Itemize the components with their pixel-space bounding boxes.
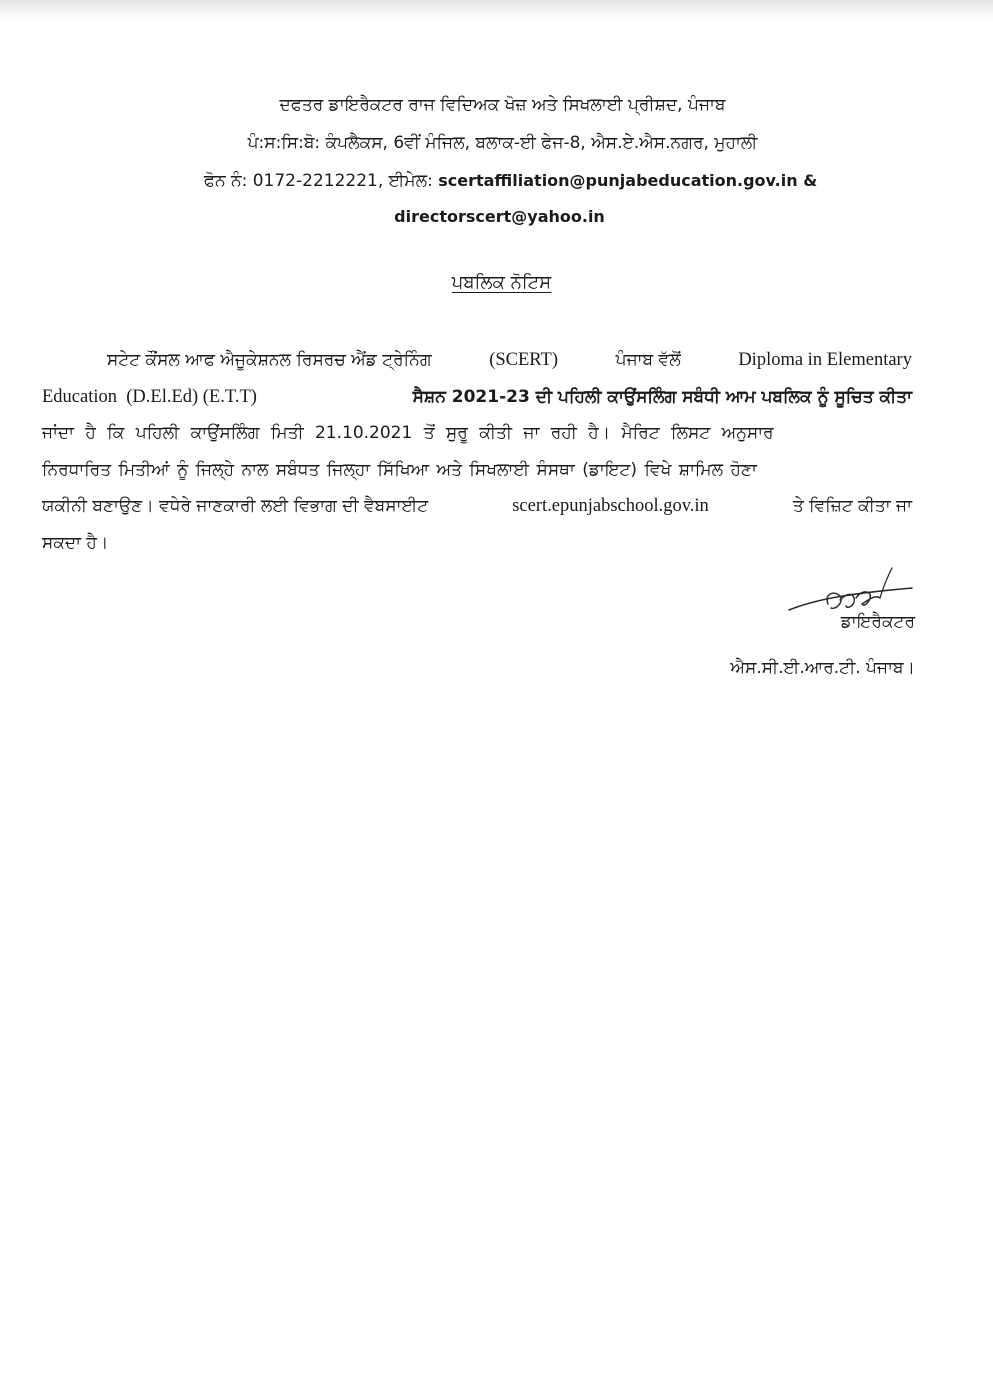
notice-title: ਪਬਲਿਕ ਨੋਟਿਸ	[451, 272, 552, 293]
letterhead	[0, 95, 993, 245]
scan-shadow	[0, 0, 993, 20]
signatory-designation: ਡਾਇਰੈਕਟਰ	[840, 612, 915, 632]
body-text: Education (D.El.Ed) (E.T.T)	[42, 386, 257, 407]
body-text: ਸਕਦਾ ਹੈ।	[42, 532, 109, 553]
body-text: ਤੇ ਵਿਜ਼ਿਟ ਕੀਤਾ ਜਾ	[792, 496, 912, 516]
body-text: ਯਕੀਨੀ ਬਣਾਉਣ। ਵਧੇਰੇ ਜਾਣਕਾਰੀ ਲਈ ਵਿਭਾਗ ਦੀ ਵੈਬਸਾਈਟ	[42, 496, 429, 516]
body-text: ਸੈਸ਼ਨ 2021-23 ਦੀ ਪਹਿਲੀ ਕਾਉਂਸਲਿੰਗ ਸਬੰਧੀ ਆਮ ਪਬਲਿਕ ਨੂੰ ਸੂਚਿਤ ਕੀਤਾ	[412, 386, 912, 407]
email-primary: scertaffiliation@punjabeducation.gov.in &	[438, 171, 818, 190]
body-text: (SCERT)	[489, 350, 558, 370]
body-text: Diploma in Elementary	[738, 350, 912, 370]
body-line-4	[42, 452, 912, 489]
office-address: ਪੰ:ਸ:ਸਿ:ਬੋ: ਕੰਪਲੈਕਸ, 6ਵੀਂ ਮੰਜਿਲ, ਬਲਾਕ-ਈ ਫੇਜ-8, ਐਸ.ਏ.ਐਸ.ਨਗਰ, ਮੁਹਾਲੀ	[247, 133, 758, 153]
signatory-organization: ਐਸ.ਸੀ.ਈ.ਆਰ.ਟੀ. ਪੰਜਾਬ।	[730, 658, 915, 678]
body-line-3	[42, 415, 912, 452]
body-text: ਜਾਂਦਾ ਹੈ ਕਿ ਪਹਿਲੀ ਕਾਉਂਸਲਿੰਗ ਮਿਤੀ 21.10.2021 ਤੋਂ ਸੁਰੂ ਕੀਤੀ ਜਾ ਰਹੀ ਹੈ। ਮੈਰਿਟ ਲਿਸਟ ਅਨੁਸਾਰ	[42, 423, 774, 443]
body-text: ਨਿਰਧਾਰਿਤ ਮਿਤੀਆਂ ਨੂੰ ਜਿਲ੍ਹੇ ਨਾਲ ਸਬੰਧਤ ਜਿਲ੍ਹਾ ਸਿੱਖਿਆ ਅਤੇ ਸਿਖਲਾਈ ਸੰਸਥਾ (ਡਾਇਟ) ਵਿਖੇ ਸ਼ਾਮਿਲ ਹੋਣਾ	[42, 459, 757, 480]
signatory-block	[675, 612, 915, 704]
body-line-6	[42, 525, 912, 562]
notice-body	[42, 342, 912, 561]
contact-line	[0, 171, 993, 191]
body-text: ਸਟੇਟ ਕੌਂਸਲ ਆਫ ਐਜੂਕੇਸ਼ਨਲ ਰਿਸਰਚ ਐਂਡ ਟ੍ਰੇਨਿੰਗ	[107, 350, 432, 370]
office-name: ਦਫਤਰ ਡਾਇਰੈਕਟਰ ਰਾਜ ਵਿਦਿਅਕ ਖੋਜ਼ ਅਤੇ ਸਿਖਲਾਈ ਪ੍ਰੀਸ਼ਦ, ਪੰਜਾਬ	[279, 95, 726, 115]
email-secondary: directorscert@yahoo.in	[394, 207, 605, 226]
body-text: ਪੰਜਾਬ ਵੱਲੋਂ	[615, 350, 681, 370]
body-line-1	[42, 342, 912, 379]
website-link[interactable]: scert.epunjabschool.gov.in	[512, 496, 709, 516]
body-line-5	[42, 488, 912, 525]
phone-label: ਫੋਨ ਨੰ: 0172-2212221, ਈਮੇਲ:	[203, 171, 439, 191]
body-line-2	[42, 379, 912, 416]
